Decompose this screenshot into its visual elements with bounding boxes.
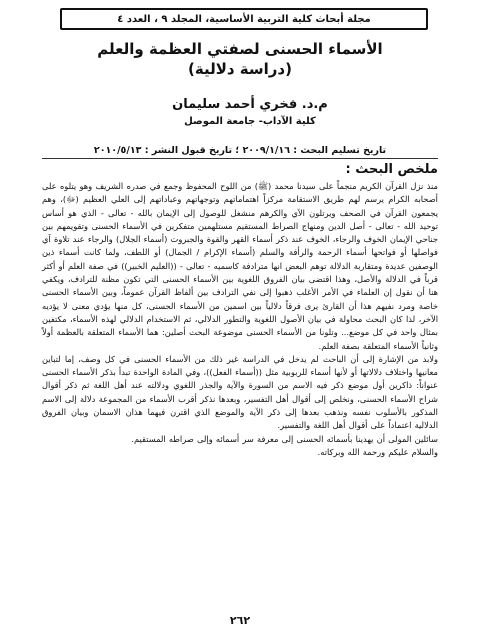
submission-dates: تاريخ تسليم البحث : ٢٠٠٩/١/١٦ ؛ تاريخ قبول النشر : ٢٠١٠/٥/١٣	[93, 145, 387, 156]
abstract-heading: ملخص البحث :	[345, 162, 438, 177]
abstract-paragraph: والسلام عليكم ورحمة الله وبركاته.	[317, 446, 438, 457]
abstract-paragraph: سائلين المولى أن يهدينا بأسمائه الحسنى إلى معرفة سر أسمائه وإلى صراطه المستقيم.	[131, 433, 438, 444]
abstract-paragraph: ولابد من الإشارة إلى أن الباحث لم يدخل في الدراسة غير ذلك من الأسماء الحسنى في كل وصف، إما لتباين معانيها واختلاف دلالاتها أو لأنها أسماء للربوبية مثل ((أسماء الفعل))، وفي المادة الواحدة تبدأ بذكر الأسماء الحسنى عنواناً: ذاكرين أول موضع ذكر فيه الاسم من السورة والآية والجذر اللغوي ودلالته عند أهل اللغة ثم ذكر أقوال شراح الأسماء الحسنى، ونخلص إلى أقوال أهل التفسير، وبعدها نذكر أقرب الأسماء من المجموعة دلالة إلى الاسم المذكور بالأسلوب نفسه ونذهب بعدها إلى ذكر الآية والموضع الذي اقترن فيهما هذان الاسمان وبيان الفروق الدلالية اعتماداً على أقوال أهل اللغة والتفسير.	[42, 353, 438, 431]
paper-subtitle: (دراسة دلالية)	[188, 60, 292, 78]
author-affiliation: كلية الآداب- جامعة الموصل	[184, 116, 316, 127]
page-number: ٢٦٢	[229, 614, 251, 627]
abstract-body	[42, 180, 438, 459]
header-divider	[42, 158, 438, 159]
abstract-paragraph: منذ نزل القرآن الكريم منجماً على سيدنا محمد (ﷺ) من اللوح المحفوظ وجمع في صدره الشريف وهو يتلوه على أصحابه الكرام يرسم لهم طريق الاستقامة مركزاً اهتماماتهم وتوجهاتهم وعباداتهم إلى العلي العظيم (ﷻ)، وهم يجمعون القرآن في الصحف ويرتلون الآي والكرهم منشغل للوصول إلى الإيمان بالله - تعالى - الذي هو أساس توحيد الله - تعالى - أصل الدين ومنهاج الصراط المستقيم مستلهمين متفكرين في الأسماء الحسنى وتقويمهم بين جناحي الإيمان الخوف والرجاء، الخوف عند ذكر أسماء القهر والقوة والجبروت (أسماء الجلال) والرجاء عند تلاوة آي فواصلها أو فواتحها أسماء الرحمة والرأفة والسلم (أسماء الإكرام / الجمال) أو اللطف، ولما كانت أسماء ذين الوصفين عديدة ومتقاربة الدلالة توهم البعض انها مترادفة كاسميه - تعالى - ((العليم الخبير)) في صفة العلم أو أكثر قرباً في الدلالة والأصل، وهذا اقتضى بيان الفروق اللغوية بين الأسماء الحسنى التي تكون مظنة للترادف، ويكفي هنا أن نقول إن العلماء في الأمر الأغلب ذهبوا إلى نفي الترادف بين ألفاظ القرآن عموماً، وبين الأسماء الحسنى خاصة ومرد نفيهم هذا أن القارئ يرى فرقاً دلالياً بين اسمين من الأسماء الحسنى، كل منها يؤدي معنى لا يؤديه الآخر، لذا كان البحث محاولة في بيان الأصول اللغوية والتطور الدلالي، ثم الاستخدام الدلالي لهذه الأسماء، مكتفين بمثال واحد في كل موضع... وتلونا من الأسماء الحسنى موضوعة البحث أصلين: هما الأسماء المتعلقة بالعظمة أولاً وثانياً الأسماء المتعلقة بصفة العلم.	[42, 181, 438, 351]
journal-header: مجلة أبحاث كلية التربية الأساسية، المجلد ٩ ، العدد ٤	[60, 8, 428, 30]
author-name: م.د. فخري أحمد سليمان	[172, 97, 328, 112]
paper-title: الأسماء الحسنى لصفتي العظمة والعلم	[97, 40, 383, 58]
